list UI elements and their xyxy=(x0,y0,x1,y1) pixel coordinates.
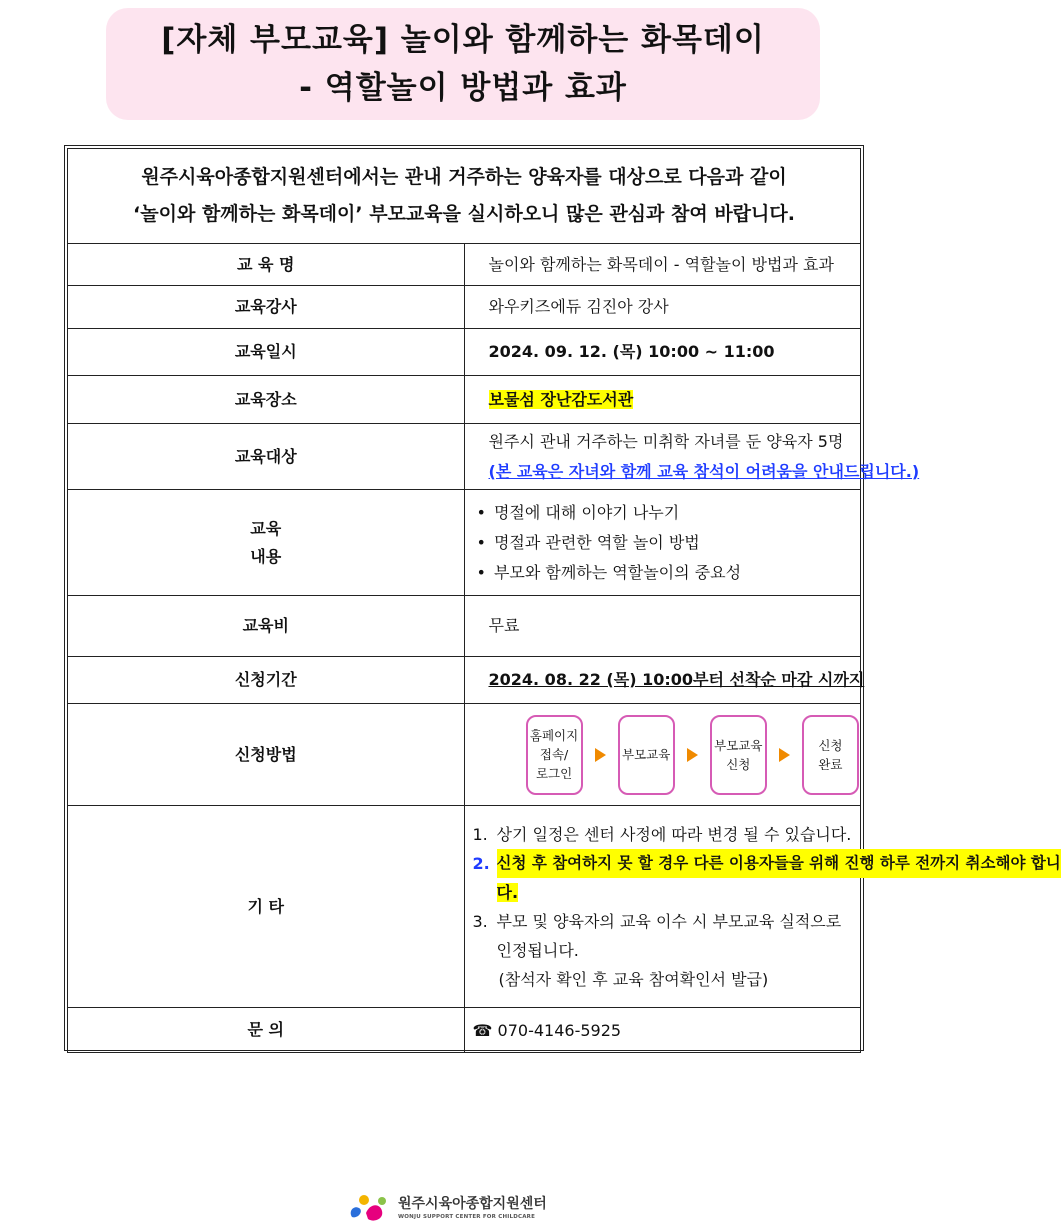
period-value: 2024. 08. 22 (목) 10:00부터 선착순 마감 시까지 xyxy=(488,670,865,689)
etc-item3: 부모 및 양육자의 교육 이수 시 부모교육 실적으로 인정됩니다. xyxy=(496,911,842,960)
period-label: 신청기간 xyxy=(68,657,465,704)
etc-item3-num: 3. xyxy=(472,911,488,931)
target-value: 원주시 관내 거주하는 미취학 자녀를 둔 양육자 5명 xyxy=(488,431,844,451)
page-title-line2: - 역할놀이 방법과 효과 xyxy=(299,70,627,106)
intro-text xyxy=(68,149,861,244)
page-title-line1: [자체 부모교육] 놀이와 함께하는 화목데이 xyxy=(161,22,765,58)
target-note: (본 교육은 자녀와 함께 교육 참석이 어려움을 안내드립니다.) xyxy=(488,461,920,481)
list-item: • 명절에 대해 이야기 나누기 xyxy=(477,498,860,528)
center-logo-icon xyxy=(344,1191,392,1225)
intro-line2: ‘놀이와 함께하는 화목데이’ 부모교육을 실시하오니 많은 관심과 참여 바랍니다. xyxy=(133,203,795,225)
list-item: • 부모와 함께하는 역할놀이의 중요성 xyxy=(477,558,860,588)
apply-flow xyxy=(466,715,860,795)
footer-name-ko: 원주시육아종합지원센터 xyxy=(398,1196,547,1212)
etc-item3-note: (참석자 확인 후 교육 참여확인서 발급) xyxy=(498,969,769,989)
etc-item1-num: 1. xyxy=(472,824,488,844)
target-label: 교육대상 xyxy=(68,424,465,490)
table-row xyxy=(68,596,861,657)
place-label: 교육장소 xyxy=(68,376,465,424)
datetime-label: 교육일시 xyxy=(68,329,465,376)
step-apply: 부모교육 신청 xyxy=(710,715,767,795)
datetime-value: 2024. 09. 12. (목) 10:00 ~ 11:00 xyxy=(464,329,861,376)
info-frame xyxy=(64,145,1061,1051)
arrow-right-icon xyxy=(595,748,606,762)
arrow-right-icon xyxy=(687,748,698,762)
place-value: 보물섬 장난감도서관 xyxy=(488,389,634,409)
fee-label: 교육비 xyxy=(68,596,465,657)
footer-logo xyxy=(344,1191,547,1225)
step-complete: 신청 완료 xyxy=(802,715,859,795)
etc-item2-line1: 신청 후 참여하지 못 할 경우 다른 이용자들을 위해 진행 하루 전까지 취소해야 합니 xyxy=(497,849,1061,878)
title-banner xyxy=(106,8,820,120)
etc-label: 기 타 xyxy=(68,806,465,1008)
table-row xyxy=(68,704,861,806)
list-item: • 명절과 관련한 역할 놀이 방법 xyxy=(477,528,860,558)
etc-item2-line2: 다. xyxy=(496,882,519,902)
footer-name-en: WONJU SUPPORT CENTER FOR CHILDCARE xyxy=(398,1214,536,1220)
contact-label: 문 의 xyxy=(68,1008,465,1053)
table-row xyxy=(68,1008,861,1053)
content-label-line1: 교육 xyxy=(250,518,282,538)
table-row xyxy=(68,244,861,286)
content-label-line2: 내용 xyxy=(250,546,282,566)
name-value: 놀이와 함께하는 화목데이 - 역할놀이 방법과 효과 xyxy=(464,244,861,286)
etc-item1: 상기 일정은 센터 사정에 따라 변경 될 수 있습니다. xyxy=(496,824,852,844)
intro-line1: 원주시육아종합지원센터에서는 관내 거주하는 양육자를 대상으로 다음과 같이 xyxy=(141,166,787,188)
info-table xyxy=(67,148,1061,1053)
content-list xyxy=(467,498,860,588)
step-login: 홈페이지 접속/ 로그인 xyxy=(526,715,583,795)
table-row xyxy=(68,657,861,704)
name-label: 교 육 명 xyxy=(68,244,465,286)
instructor-value: 와우키즈에듀 김진아 강사 xyxy=(464,286,861,329)
arrow-right-icon xyxy=(779,748,790,762)
table-row xyxy=(68,806,861,1008)
table-row xyxy=(68,376,861,424)
table-row xyxy=(68,286,861,329)
table-row xyxy=(68,490,861,596)
contact-phone: 070-4146-5925 xyxy=(497,1020,622,1040)
table-row xyxy=(68,424,861,490)
fee-value: 무료 xyxy=(464,596,861,657)
contact-value xyxy=(464,1008,861,1053)
phone-icon: ☎ xyxy=(472,1020,493,1040)
content-label xyxy=(68,490,465,596)
method-label: 신청방법 xyxy=(68,704,465,806)
etc-content xyxy=(464,806,1061,1008)
table-row xyxy=(68,329,861,376)
etc-item2-num: 2. xyxy=(472,853,490,873)
step-parent-edu: 부모교육 xyxy=(618,715,675,795)
instructor-label: 교육강사 xyxy=(68,286,465,329)
